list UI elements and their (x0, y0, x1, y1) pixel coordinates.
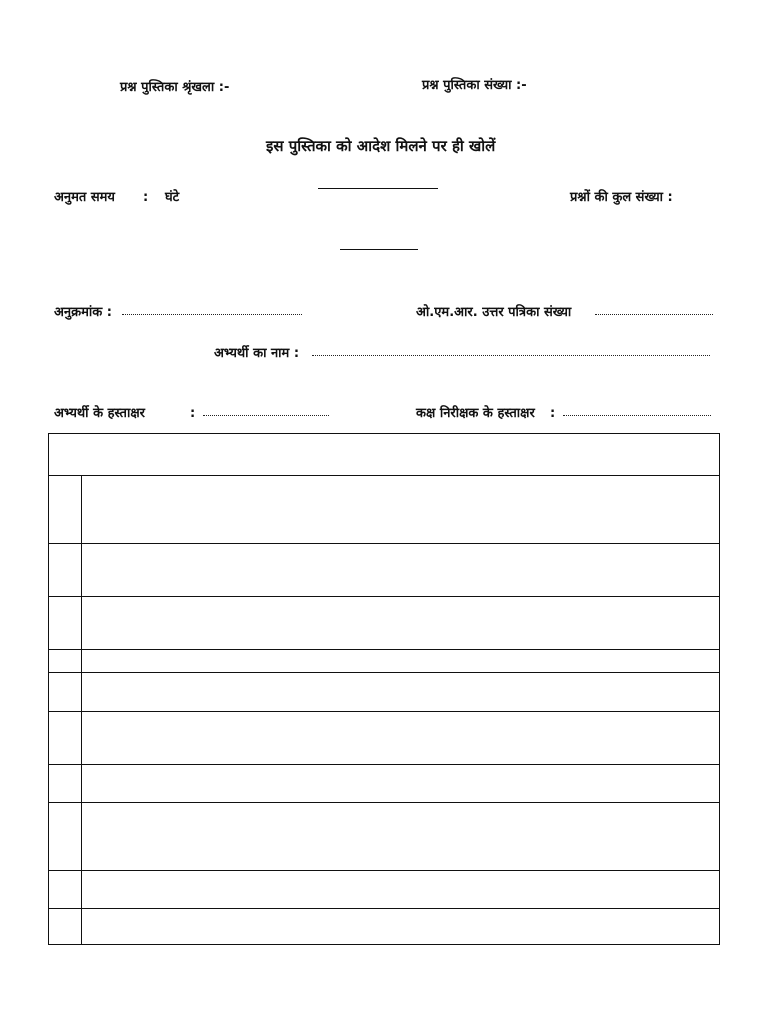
table-row (49, 764, 719, 803)
total-questions-label: प्रश्नों की कुल संख्या : (570, 190, 673, 205)
candidate-name-label: अभ्यर्थी का नाम : (214, 346, 300, 361)
roll-number-label: अनुक्रमांक : (54, 305, 112, 320)
row-number-cell (49, 673, 82, 712)
table-row (49, 870, 719, 909)
invigilator-signature-field[interactable] (563, 415, 711, 416)
candidate-signature-field[interactable] (203, 415, 329, 416)
divider-line-short (340, 249, 418, 250)
booklet-number-label: प्रश्न पुस्तिका संख्या :- (422, 78, 527, 93)
row-number-cell (49, 476, 82, 544)
row-number-cell (49, 544, 82, 597)
roll-number-field[interactable] (122, 314, 302, 315)
time-label: अनुमत समय (54, 190, 115, 205)
instructions-table (48, 433, 720, 945)
omr-sheet-label: ओ.एम.आर. उत्तर पत्रिका संख्या (416, 305, 572, 320)
invigilator-signature-colon: : (550, 406, 556, 421)
row-number-cell (49, 597, 82, 650)
omr-sheet-field[interactable] (595, 314, 713, 315)
instruction-title: इस पुस्तिका को आदेश मिलने पर ही खोलें (266, 137, 496, 155)
row-number-cell (49, 909, 82, 945)
candidate-signature-label: अभ्यर्थी के हस्ताक्षर (54, 406, 145, 421)
table-row (49, 596, 719, 650)
time-colon: : (143, 190, 149, 205)
row-number-cell (49, 803, 82, 871)
table-row (49, 802, 719, 871)
candidate-signature-colon: : (190, 406, 196, 421)
time-unit: घंटे (165, 190, 180, 205)
table-row (49, 908, 719, 945)
row-number-cell (49, 650, 82, 673)
row-number-cell (49, 871, 82, 909)
table-row (49, 649, 719, 673)
candidate-name-field[interactable] (312, 355, 710, 356)
table-row (49, 711, 719, 765)
table-row (49, 672, 719, 712)
invigilator-signature-label: कक्ष निरीक्षक के हस्ताक्षर (416, 406, 535, 421)
table-row (49, 543, 719, 597)
booklet-series-label: प्रश्न पुस्तिका श्रृंखला :- (120, 80, 230, 95)
row-number-cell (49, 765, 82, 803)
table-row (49, 475, 719, 544)
divider-line (318, 188, 438, 189)
row-number-cell (49, 712, 82, 765)
